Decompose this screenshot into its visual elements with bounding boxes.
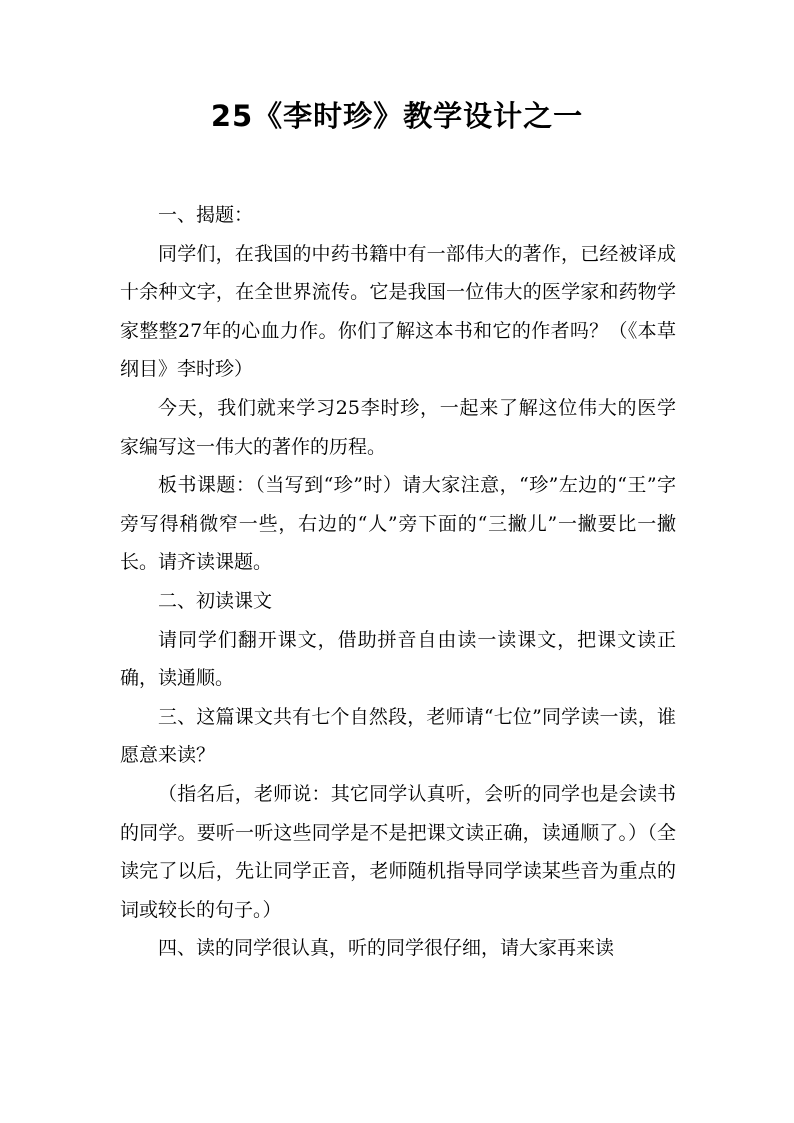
paragraph-section-three: 三、这篇课文共有七个自然段，老师请“七位”同学读一读，谁愿意来读？ bbox=[120, 705, 676, 767]
paragraph-board-title: 板书课题：（当写到“珍”时）请大家注意，“珍”左边的“王”字旁写得稍微窄一些，右边的“人”旁下面的“三撇儿”一撇要比一撇长。请齐读课题。 bbox=[120, 474, 676, 574]
document-title: 25《李时珍》教学设计之一 bbox=[210, 99, 584, 133]
paragraph-teacher-note: （指名后，老师说：其它同学认真听，会听的同学也是会读书的同学。要听一听这些同学是不是把课文读正确，读通顺了。）（全读完了以后，先让同学正音，老师随机指导同学读某些音为重点的词或较长的句子。） bbox=[120, 782, 676, 921]
section-heading-first-reading: 二、初读课文 bbox=[158, 589, 273, 612]
paragraph-intro: 同学们，在我国的中药书籍中有一部伟大的著作，已经被译成十余种文字，在全世界流传。它是我国一位伟大的医学家和药物学家整整27年的心血力作。你们了解这本书和它的作者吗？（《本草纲目》李时珍） bbox=[120, 242, 676, 381]
paragraph-section-four: 四、读的同学很认真，听的同学很仔细，请大家再来读 bbox=[158, 937, 615, 960]
document-body bbox=[120, 196, 676, 968]
section-heading-intro: 一、揭题： bbox=[158, 204, 254, 226]
paragraph-open-text: 请同学们翻开课文，借助拼音自由读一读课文，把课文读正确，读通顺。 bbox=[120, 628, 676, 690]
paragraph-today: 今天，我们就来学习25李时珍，一起来了解这位伟大的医学家编写这一伟大的著作的历程。 bbox=[120, 396, 676, 458]
